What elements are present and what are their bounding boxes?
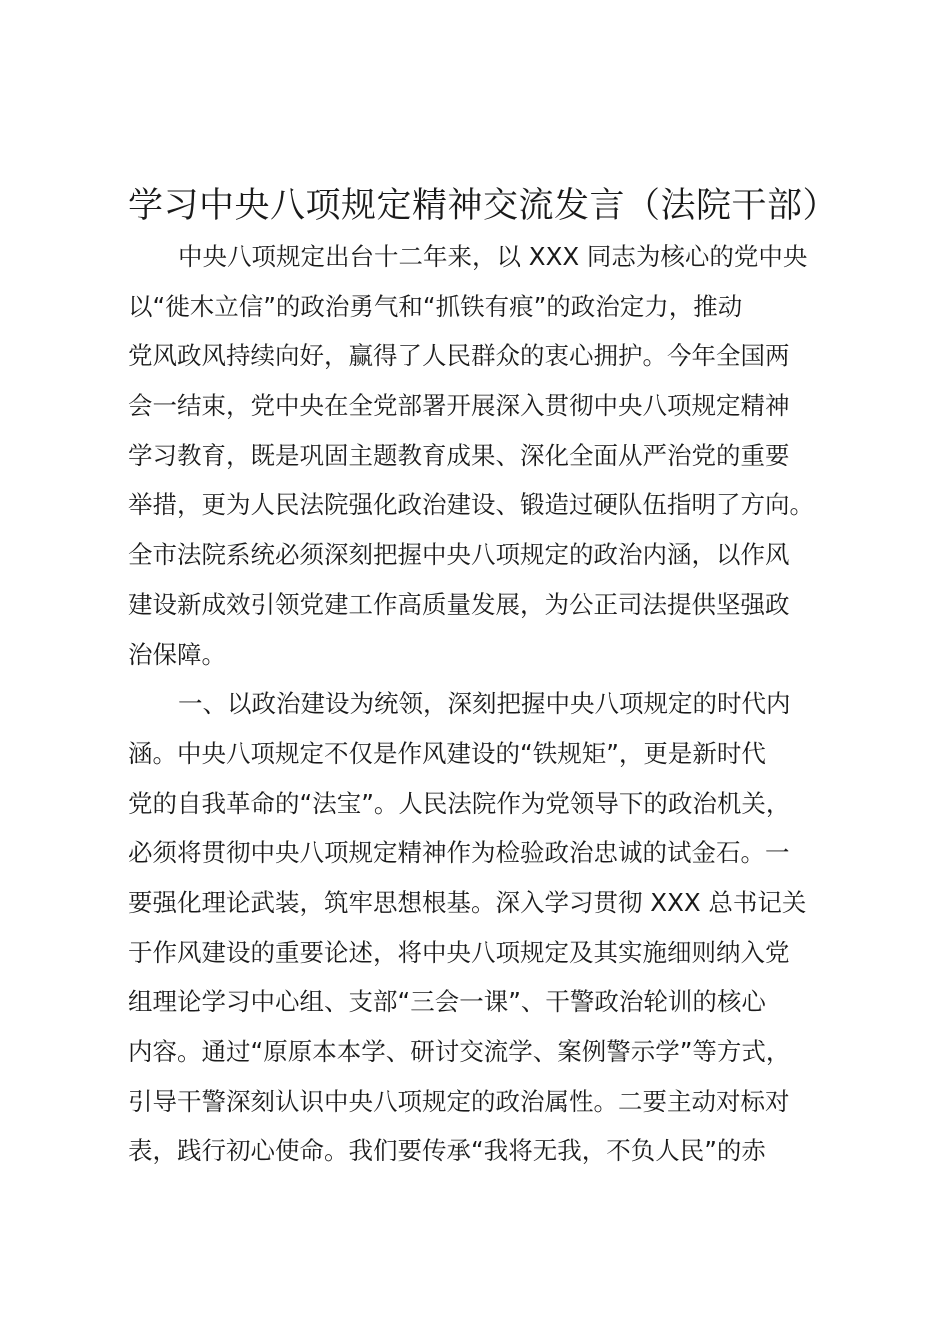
body-text-line: 党的自我革命的“法宝”。人民法院作为党领导下的政治机关， xyxy=(128,788,791,818)
body-text-line: 要强化理论武装，筑牢思想根基。深入学习贯彻 XXX 总书记关 xyxy=(128,887,807,917)
body-text-line: 会一结束，党中央在全党部署开展深入贯彻中央八项规定精神 xyxy=(128,391,790,421)
body-text-line: 党风政风持续向好，赢得了人民群众的衷心拥护。今年全国两 xyxy=(128,341,790,371)
body-text-line: 必须将贯彻中央八项规定精神作为检验政治忠诚的试金石。一 xyxy=(128,838,790,868)
body-text-line: 引导干警深刻认识中央八项规定的政治属性。二要主动对标对 xyxy=(128,1086,790,1116)
document-body xyxy=(128,232,858,1176)
document-title: 学习中央八项规定精神交流发言（法院干部） xyxy=(128,186,839,226)
body-text-line: 中央八项规定出台十二年来，以 XXX 同志为核心的党中央 xyxy=(178,242,808,271)
body-text-line: 建设新成效引领党建工作高质量发展，为公正司法提供坚强政 xyxy=(128,589,790,619)
body-text-line: 组理论学习中心组、支部“三会一课”、干警政治轮训的核心 xyxy=(128,987,766,1017)
body-text-line: 涵。中央八项规定不仅是作风建设的“铁规矩”，更是新时代 xyxy=(128,738,766,768)
body-text-line: 学习教育，既是巩固主题教育成果、深化全面从严治党的重要 xyxy=(128,440,790,470)
body-text-line: 治保障。 xyxy=(128,639,226,669)
body-text-line: 内容。通过“原原本本学、研讨交流学、案例警示学”等方式， xyxy=(128,1037,791,1066)
body-text-line: 全市法院系统必须深刻把握中央八项规定的政治内涵，以作风 xyxy=(128,540,790,570)
body-text-line: 表，践行初心使命。我们要传承“我将无我，不负人民”的赤 xyxy=(128,1136,766,1166)
body-text-line: 于作风建设的重要论述，将中央八项规定及其实施细则纳入党 xyxy=(128,937,790,967)
body-text-line: 举措，更为人民法院强化政治建设、锻造过硬队伍指明了方向。 xyxy=(128,490,814,520)
body-text-line: 以“徙木立信”的政治勇气和“抓铁有痕”的政治定力，推动 xyxy=(128,291,743,321)
body-text-line: 一、以政治建设为统领，深刻把握中央八项规定的时代内 xyxy=(178,689,791,719)
